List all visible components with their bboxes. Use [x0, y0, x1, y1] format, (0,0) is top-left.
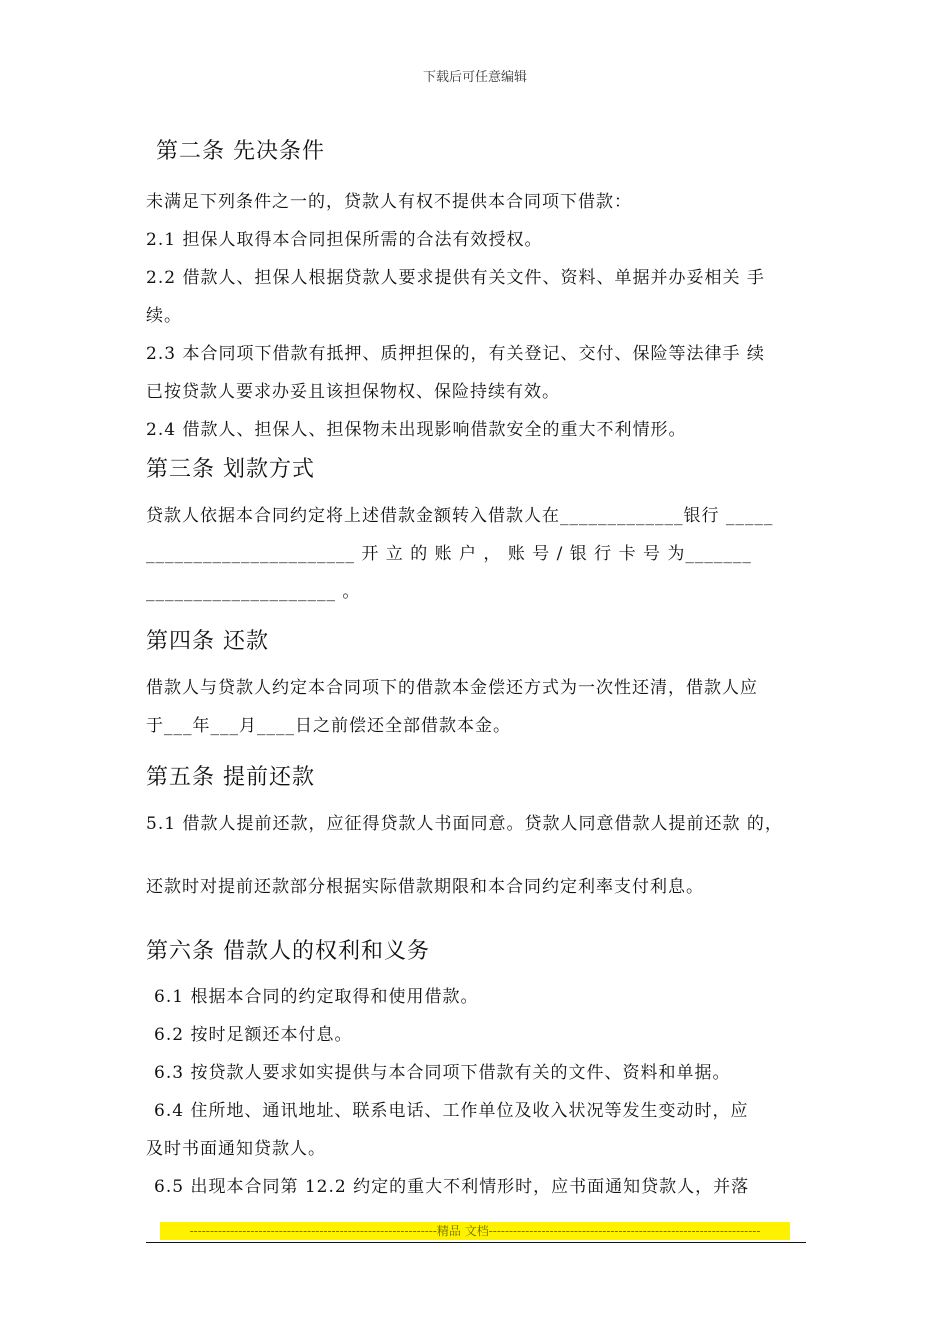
article-5-line: 还款时对提前还款部分根据实际借款期限和本合同约定利率支付利息。 [146, 877, 704, 897]
article-6-line: 6.5 出现本合同第 12.2 约定的重大不利情形时，应书面通知贷款人，并落 [154, 1177, 750, 1197]
article-5-body-continued [146, 868, 806, 906]
article-6-title: 第六条 借款人的权利和义务 [146, 939, 430, 964]
article-2-line: 未满足下列条件之一的，贷款人有权不提供本合同项下借款： [146, 192, 632, 212]
article-6-body [146, 978, 806, 1206]
article-5-body [146, 805, 806, 843]
article-3-line: ____________________ 。 [146, 582, 361, 602]
article-4-body [146, 669, 806, 745]
article-3-line: ______________________ 开 立 的 账 户 ， 账 号 / 银 行 卡 号 为_______ [146, 544, 752, 564]
article-3-body [146, 497, 806, 611]
article-4-title: 第四条 还款 [146, 629, 269, 654]
article-2-line: 已按贷款人要求办妥且该担保物权、保险持续有效。 [146, 382, 560, 402]
article-6-line: 6.4 住所地、通讯地址、联系电话、工作单位及收入状况等发生变动时，应 [154, 1101, 749, 1121]
article-3-title: 第三条 划款方式 [146, 457, 315, 482]
article-2-line: 2.4 借款人、担保人、担保物未出现影响借款安全的重大不利情形。 [146, 420, 687, 440]
article-4-line: 借款人与贷款人约定本合同项下的借款本金偿还方式为一次性还清，借款人应 [146, 678, 758, 698]
footer-divider [146, 1242, 806, 1243]
article-2-line: 续。 [146, 306, 182, 326]
article-2-line: 2.2 借款人、担保人根据贷款人要求提供有关文件、资料、单据并办妥相关 手 [146, 268, 765, 288]
article-4-line: 于___年___月____日之前偿还全部借款本金。 [146, 716, 511, 736]
article-3-line: 贷款人依据本合同约定将上述借款金额转入借款人在_____________银行 _____ [146, 506, 774, 526]
footer-banner: -------------------------------------------------------------精品 文档------------------------------------------------------------------- [160, 1222, 790, 1240]
article-6-line: 6.3 按贷款人要求如实提供与本合同项下借款有关的文件、资料和单据。 [154, 1063, 731, 1083]
article-6-line: 及时书面通知贷款人。 [146, 1139, 326, 1159]
article-5-line: 5.1 借款人提前还款，应征得贷款人书面同意。贷款人同意借款人提前还款 的， [146, 814, 783, 834]
article-5-title: 第五条 提前还款 [146, 765, 315, 790]
article-2-body [146, 183, 806, 449]
article-2-title: 第二条 先决条件 [156, 139, 325, 164]
header-note: 下载后可任意编辑 [422, 70, 527, 85]
article-6-line: 6.2 按时足额还本付息。 [154, 1025, 353, 1045]
article-2-line: 2.3 本合同项下借款有抵押、质押担保的，有关登记、交付、保险等法律手 续 [146, 344, 765, 364]
article-6-line: 6.1 根据本合同的约定取得和使用借款。 [154, 987, 479, 1007]
article-2-line: 2.1 担保人取得本合同担保所需的合法有效授权。 [146, 230, 543, 250]
